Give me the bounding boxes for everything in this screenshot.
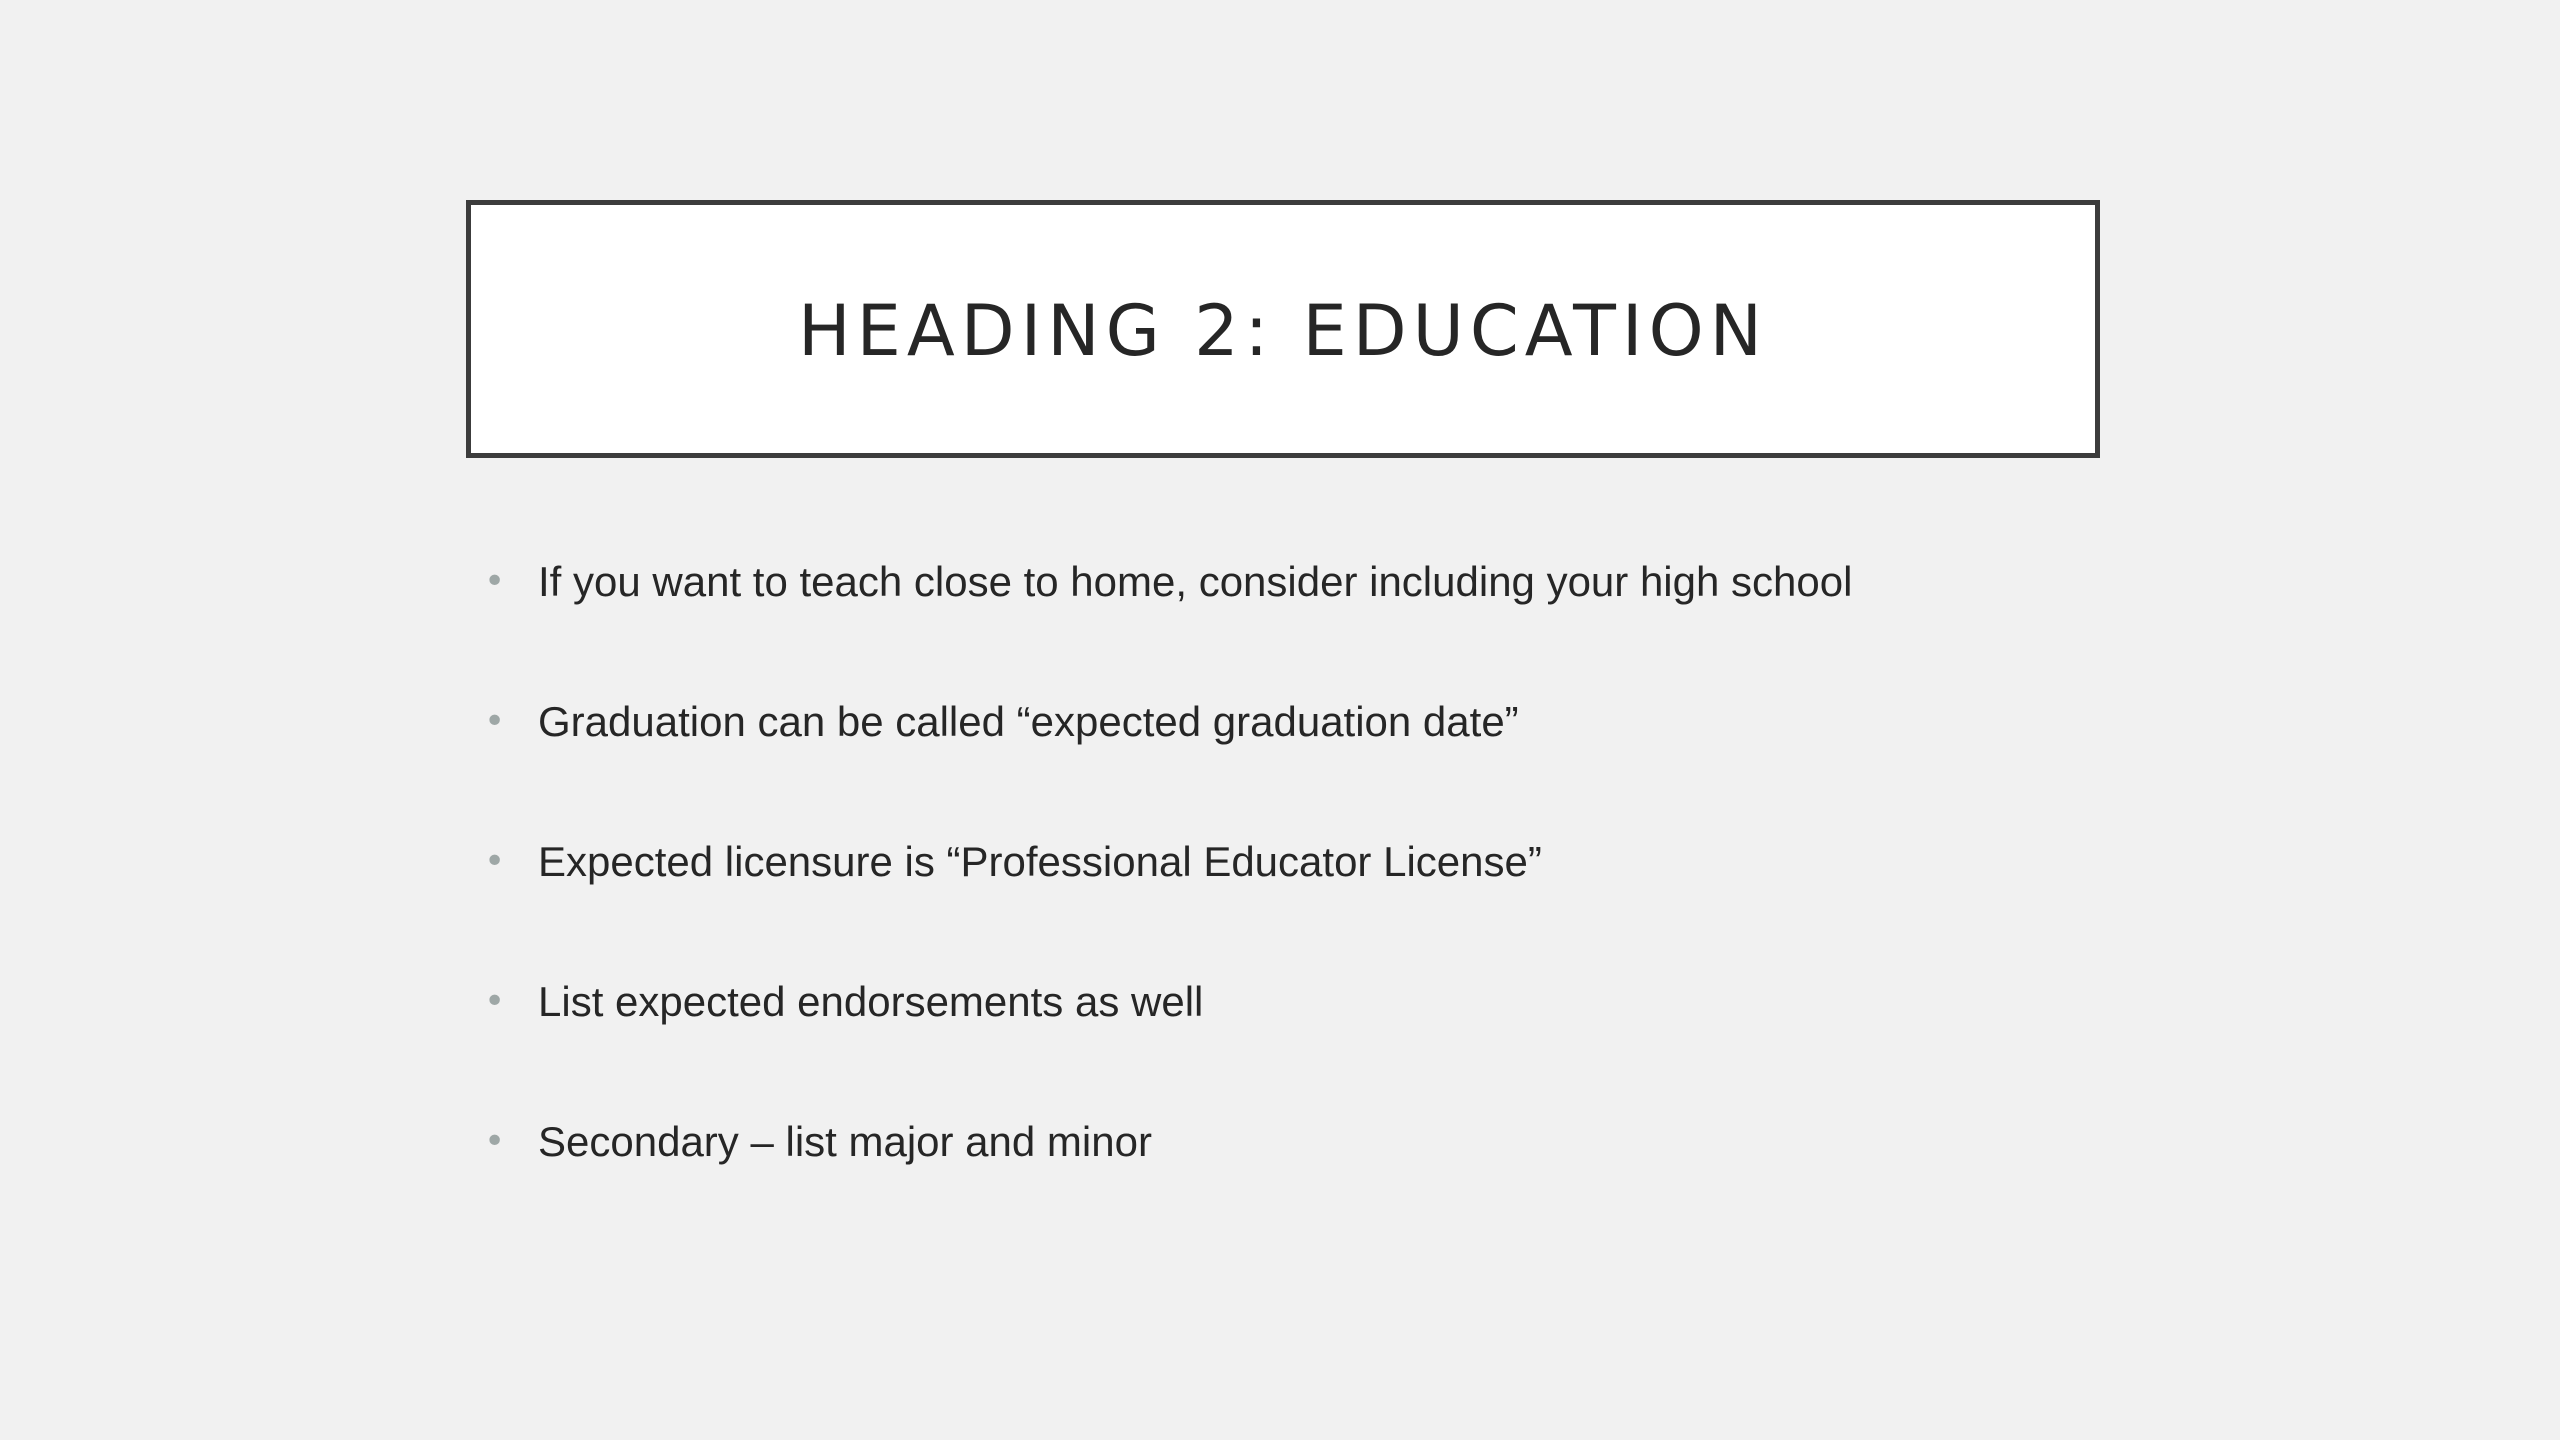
- bullet-icon: •: [484, 1121, 506, 1162]
- list-item: [480, 540, 2100, 680]
- list-item: [480, 1100, 2100, 1240]
- bullet-icon: •: [484, 981, 506, 1022]
- list-item: [480, 820, 2100, 960]
- bullet-icon: •: [484, 701, 506, 742]
- bullet-icon: •: [484, 561, 506, 602]
- bullet-icon: •: [484, 841, 506, 882]
- bullet-text: Graduation can be called “expected graduation date”: [538, 698, 1519, 745]
- list-item: [480, 680, 2100, 820]
- list-item: [480, 960, 2100, 1100]
- bullet-text: Expected licensure is “Professional Educator License”: [538, 838, 1542, 885]
- bullet-text: Secondary – list major and minor: [538, 1118, 1152, 1165]
- bullet-text: If you want to teach close to home, consider including your high school: [538, 558, 1853, 605]
- bullet-list: [480, 540, 2100, 1240]
- bullet-text: List expected endorsements as well: [538, 978, 1204, 1025]
- title-box: [466, 200, 2100, 458]
- slide-title: HEADING 2: EDUCATION: [797, 290, 1769, 372]
